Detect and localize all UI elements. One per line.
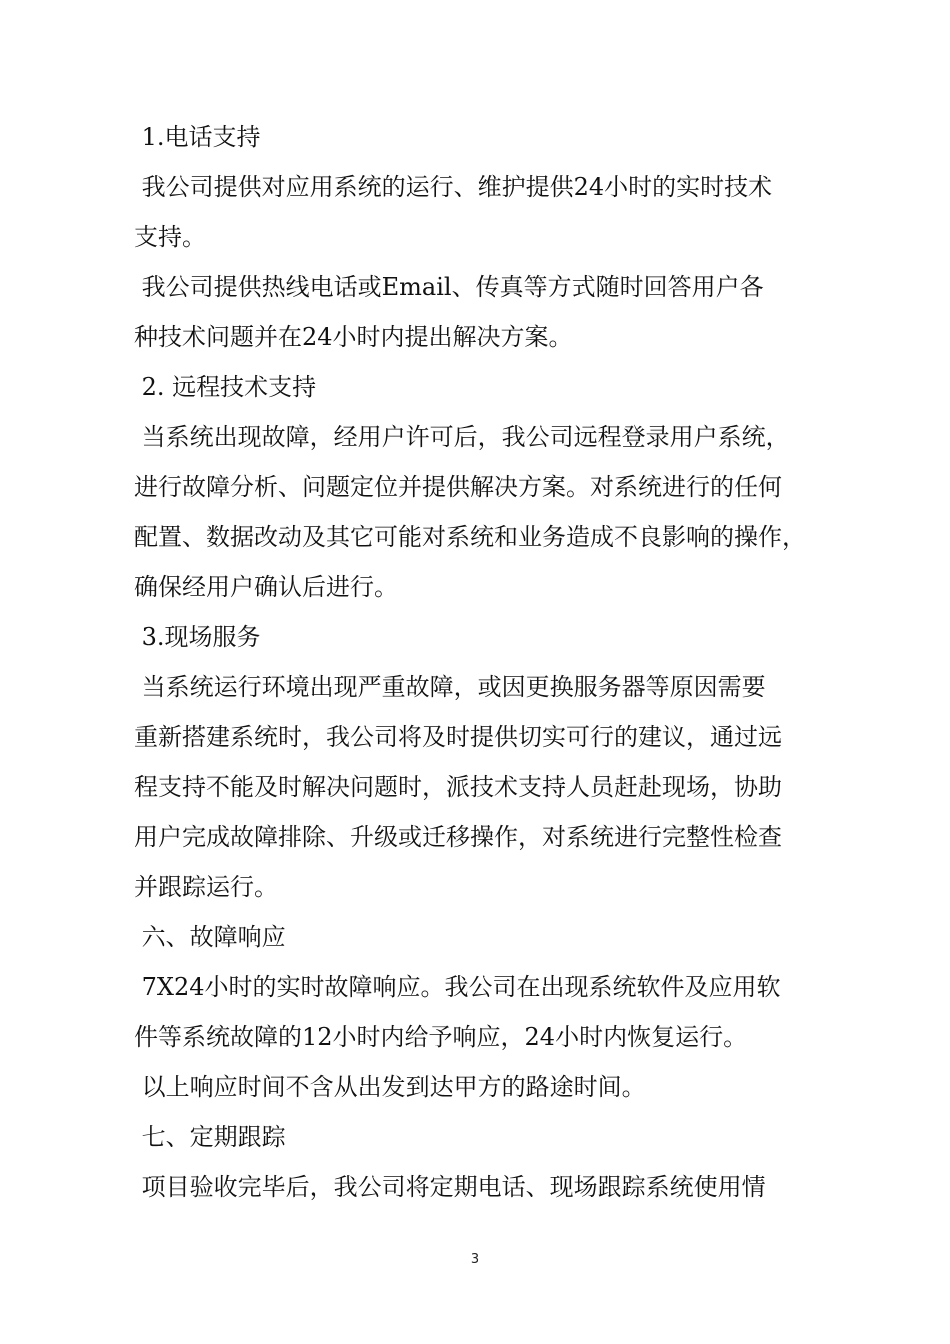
- heading-periodic-tracking: 七、定期跟踪: [134, 1123, 286, 1151]
- paragraph-response-time-note: 以上响应时间不含从出发到达甲方的路途时间。: [134, 1073, 646, 1101]
- heading-phone-support: 1.电话支持: [134, 123, 261, 151]
- paragraph-onsite-service: 当系统运行环境出现严重故障，或因更换服务器等原因需要 重新搭建系统时，我公司将及时提供切实可行的建议，通过远 程支持不能及时解决问题时，派技术支持人员赶赴现场，协助 用户完成故障排除、升级或迁移操作，对系统进行完整性检查 并跟踪运行。: [134, 673, 782, 901]
- heading-onsite-service: 3.现场服务: [134, 623, 261, 651]
- heading-fault-response: 六、故障响应: [134, 923, 286, 951]
- page-number: 3: [470, 1252, 480, 1267]
- document-body: [134, 112, 834, 1212]
- paragraph-24h-support: 我公司提供对应用系统的运行、维护提供24小时的实时技术 支持。: [134, 173, 773, 251]
- paragraph-hotline: 我公司提供热线电话或Email、传真等方式随时回答用户各 种技术问题并在24小时内提出解决方案。: [134, 273, 764, 351]
- paragraph-7x24-response: 7X24小时的实时故障响应。我公司在出现系统软件及应用软 件等系统故障的12小时内给予响应，24小时内恢复运行。: [134, 973, 781, 1051]
- paragraph-periodic-tracking: 项目验收完毕后，我公司将定期电话、现场跟踪系统使用情: [134, 1173, 766, 1201]
- heading-remote-support: 2. 远程技术支持: [134, 373, 317, 401]
- paragraph-remote-login: 当系统出现故障，经用户许可后，我公司远程登录用户系统， 进行故障分析、问题定位并提供解决方案。对系统进行的任何 配置、数据改动及其它可能对系统和业务造成不良影响的操作， 确保经用户确认后进行。: [134, 423, 806, 601]
